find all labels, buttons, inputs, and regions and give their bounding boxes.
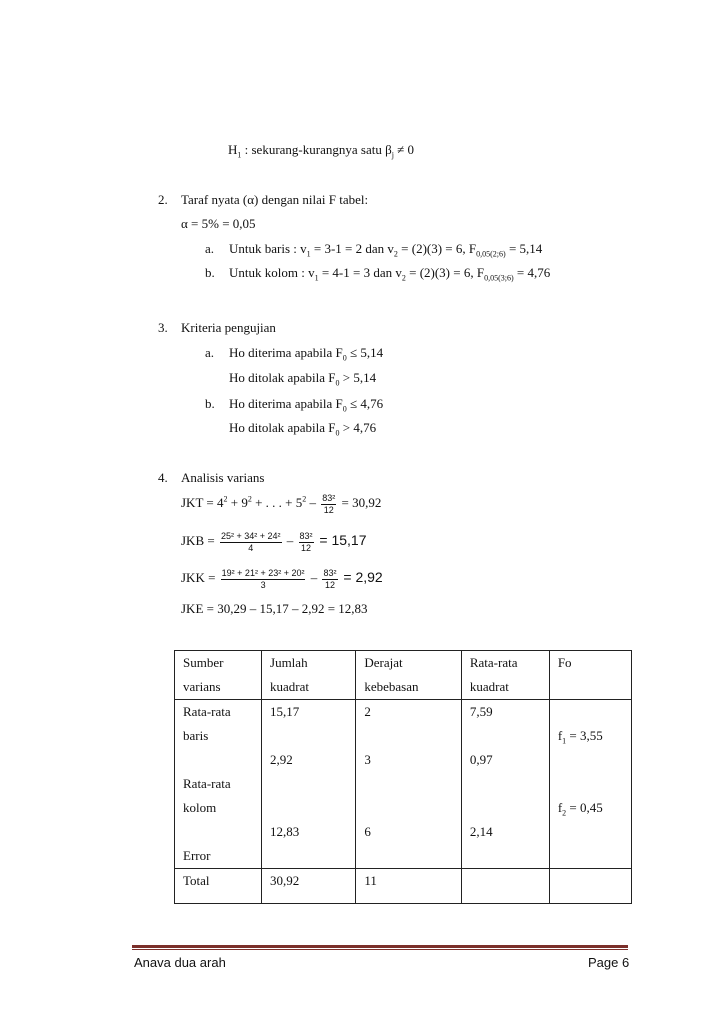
table-row	[175, 700, 632, 869]
section-4-title: Analisis varians	[181, 470, 265, 485]
jkk-fraction-a: $\frac{\text{19² + 21² + 23² + 20²}}{3}$	[221, 567, 305, 590]
section-3-title: Kriteria pengujian	[181, 320, 276, 335]
total-label: Total	[175, 869, 262, 904]
header-jumlah-kuadrat: Jumlah kuadrat	[262, 651, 356, 700]
header-derajat-kebebasan: Derajat kebebasan	[356, 651, 462, 700]
header-rata-rata-kuadrat: Rata-rata kuadrat	[461, 651, 549, 700]
jke-formula: JKE = 30,29 – 15,17 – 2,92 = 12,83	[181, 601, 368, 616]
jkt-fraction: $\frac{\text{83²}}{12}$	[322, 492, 336, 515]
section-3-number: 3.	[158, 320, 168, 335]
sec3-a-line1: Ho diterima apabila $F_0 \le 5,14$	[229, 345, 384, 363]
total-mean-square	[461, 869, 549, 904]
jkb-fraction-b: $\frac{\text{83²}}{12}$	[299, 530, 313, 553]
mean-square-cell: 7,59 0,97 2,14	[461, 700, 549, 869]
jkb-fraction-a: $\frac{\text{25² + 34² + 24²}}{4}$	[220, 530, 281, 553]
jkt-formula: JKT = $4^2 + 9^2$ + . . . + $5^2$ – $\frac{\text{83²}}{12}$ = 30,92	[181, 492, 382, 515]
sec2-a-label: a.	[205, 241, 215, 256]
header-fo: Fo	[549, 651, 631, 700]
sec3-a-label: a.	[205, 345, 215, 360]
total-degrees-of-freedom: 11	[356, 869, 462, 904]
degrees-of-freedom-cell: 2 3 6	[356, 700, 462, 869]
sec3-a-line2: Ho ditolak apabila $F_0 > 5,14$	[229, 370, 377, 388]
jkb-formula: JKB = $\frac{\text{25² + 34² + 24²}}{4}$ – $\frac{\text{83²}}{12}$ = 15,17	[181, 530, 367, 553]
sec3-b-line2: Ho ditolak apabila $F_0 > 4,76$	[229, 420, 377, 438]
f2-value: $f_2 = 0,45$	[557, 800, 603, 818]
hypothesis-h1: $H_1$ : sekurang-kurangnya satu $\beta_j \ne 0$	[228, 142, 415, 160]
jkk-formula: JKK = $\frac{\text{19² + 21² + 23² + 20²}}{3}$ – $\frac{\text{83²}}{12}$ = 2,92	[181, 567, 383, 590]
section-2-title: Taraf nyata (α) dengan nilai F tabel:	[181, 192, 369, 207]
sec3-b-label: b.	[205, 396, 215, 411]
f-value-cell	[549, 700, 631, 869]
sec2-b-label: b.	[205, 265, 215, 280]
sum-of-squares-cell: 15,17 2,92 12,83	[262, 700, 356, 869]
footer-page-number: Page 6	[588, 955, 630, 970]
sources-cell: Rata-rata baris Rata-rata kolom Error	[175, 700, 262, 869]
table-total-row	[175, 869, 632, 904]
sec2-b-text: Untuk kolom : $v_1 = 4-1 = 3$ dan $v_2 = (2)(3) = 6$, $F_{0,05(3;6)} = 4,76$	[229, 265, 551, 283]
sec3-b-line1: Ho diterima apabila $F_0 \le 4,76$	[229, 396, 384, 414]
alpha-value: α = 5% = 0,05	[181, 216, 256, 231]
header-sumber-varians: Sumber varians	[175, 651, 262, 700]
total-f	[549, 869, 631, 904]
section-4-number: 4.	[158, 470, 168, 485]
f1-value: $f_1 = 3,55$	[557, 728, 603, 746]
footer-rule-thin	[132, 949, 628, 950]
section-2-number: 2.	[158, 192, 168, 207]
total-sum-of-squares: 30,92	[262, 869, 356, 904]
footer-rule-thick	[132, 945, 628, 948]
anova-table	[174, 650, 632, 904]
table-header-row	[175, 651, 632, 700]
jkk-fraction-b: $\frac{\text{83²}}{12}$	[323, 567, 337, 590]
sec2-a-text: Untuk baris : $v_1 = 3-1 = 2$ dan $v_2 = (2)(3) = 6$, $F_{0,05(2;6)} = 5,14$	[229, 241, 543, 259]
footer-title: Anava dua arah	[134, 955, 226, 970]
